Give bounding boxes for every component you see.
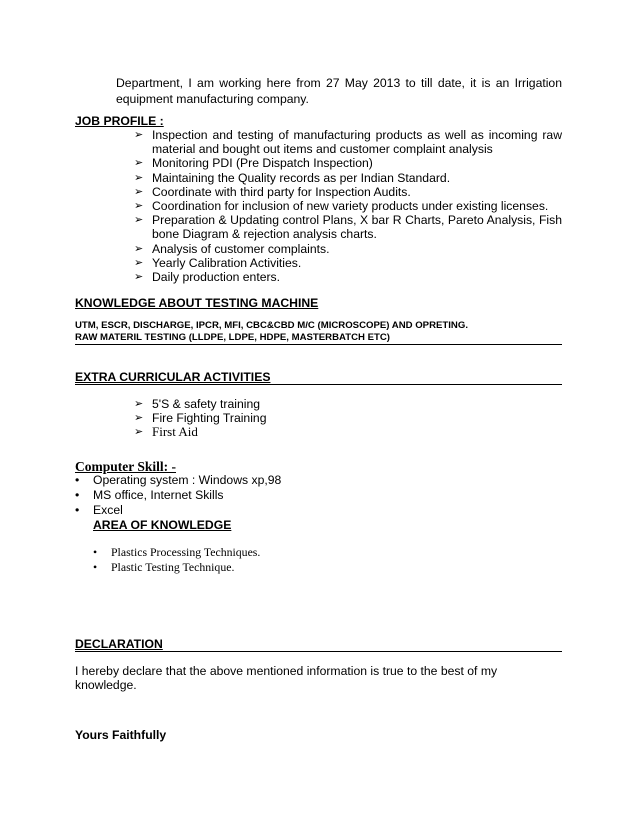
dot-bullet-icon: • (75, 503, 80, 517)
intro-paragraph: Department, I am working here from 27 May 2013 to till date, it is an Irrigation equipment manufacturing company. (116, 76, 562, 106)
list-item: • Excel (75, 503, 123, 517)
arrow-bullet-icon: ➢ (134, 271, 144, 284)
dot-bullet-icon: • (93, 560, 98, 574)
dot-bullet-icon: • (93, 545, 98, 559)
closing-signoff: Yours Faithfully (75, 728, 167, 742)
list-item: ➢ Daily production enters. (134, 270, 281, 285)
dot-bullet-icon: • (75, 488, 80, 502)
arrow-bullet-icon: ➢ (134, 242, 144, 255)
declaration-heading: DECLARATION (75, 637, 562, 652)
list-item: ➢ Fire Fighting Training (134, 411, 267, 426)
extra-curricular-list (134, 397, 434, 440)
computer-skill-heading: Computer Skill: - (75, 459, 177, 474)
list-item: ➢ Monitoring PDI (Pre Dispatch Inspection) (134, 156, 373, 171)
list-item: • Plastic Testing Technique. (93, 560, 235, 574)
knowledge-heading: KNOWLEDGE ABOUT TESTING MACHINE (75, 296, 319, 310)
list-item: • MS office, Internet Skills (75, 488, 224, 502)
arrow-bullet-icon: ➢ (134, 256, 144, 269)
job-profile-list (134, 128, 562, 284)
list-item: ➢ 5'S & safety training (134, 397, 261, 411)
list-item: ➢ Coordinate with third party for Inspection Audits. (134, 184, 411, 199)
computer-skill-list (75, 473, 475, 518)
arrow-bullet-icon: ➢ (134, 157, 144, 170)
arrow-bullet-icon: ➢ (134, 171, 144, 184)
arrow-bullet-icon: ➢ (134, 398, 144, 410)
arrow-bullet-icon: ➢ (134, 200, 144, 213)
list-item: ➢ First Aid (134, 424, 198, 440)
knowledge-line-1: UTM, ESCR, DISCHARGE, IPCR, MFI, CBC&CBD M/C (MICROSCOPE) AND OPRETING. (75, 320, 468, 331)
list-item: ➢ Yearly Calibration Activities. (134, 255, 302, 270)
arrow-bullet-icon: ➢ (134, 214, 144, 227)
list-item: • Plastics Processing Techniques. (93, 545, 261, 559)
declaration-text: I hereby declare that the above mentioned information is true to the best of my knowledge. (75, 664, 498, 692)
list-item: ➢ Maintaining the Quality records as per Indian Standard. (134, 170, 451, 185)
list-item: ➢ Preparation & Updating control Plans, X bar R Charts, Pareto Analysis, Fish bone Diagram & rejection analysis charts. (134, 213, 562, 242)
job-profile-heading: JOB PROFILE : (75, 114, 164, 128)
arrow-bullet-icon: ➢ (134, 129, 144, 141)
area-of-knowledge-heading: AREA OF KNOWLEDGE (93, 518, 232, 532)
list-item: ➢ Inspection and testing of manufacturing products as well as incoming raw material and bought out items and customer complaint analysis (134, 128, 562, 157)
list-item: • Operating system : Windows xp,98 (75, 473, 282, 487)
list-item: ➢ Coordination for inclusion of new variety products under existing licenses. (134, 199, 549, 214)
arrow-bullet-icon: ➢ (134, 412, 144, 425)
dot-bullet-icon: • (75, 473, 80, 487)
extra-curricular-heading: EXTRA CURRICULAR ACTIVITIES (75, 370, 562, 385)
arrow-bullet-icon: ➢ (134, 426, 144, 439)
knowledge-line-2: RAW MATERIL TESTING (LLDPE, LDPE, HDPE, MASTERBATCH ETC) (75, 332, 562, 345)
list-item: ➢ Analysis of customer complaints. (134, 241, 330, 256)
area-of-knowledge-list (93, 545, 393, 575)
arrow-bullet-icon: ➢ (134, 185, 144, 198)
